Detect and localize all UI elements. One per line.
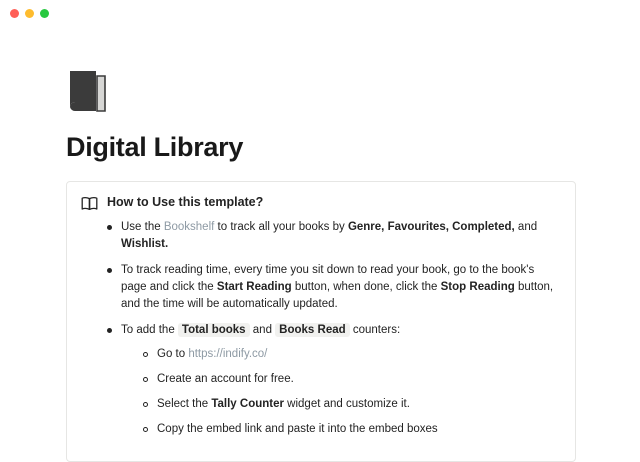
sub-instruction-list (121, 346, 559, 438)
emphasis-text: Start Reading (216, 281, 292, 293)
close-window-button[interactable] (10, 9, 19, 18)
emphasis-text: Genre, Favourites, Completed, (347, 221, 515, 233)
inline-text: widget and customize it. (283, 398, 410, 410)
zoom-window-button[interactable] (40, 9, 49, 18)
instruction-list (81, 219, 559, 438)
inline-text: and (514, 221, 538, 233)
book-icon[interactable] (66, 68, 112, 114)
inline-text: counters: (349, 324, 401, 336)
list-item (107, 219, 559, 253)
inline-text: Use the (121, 221, 164, 233)
inline-chip: Total books (178, 323, 250, 337)
callout-header (81, 194, 559, 212)
title-bar (0, 0, 640, 26)
callout-heading: How to Use this template? (107, 195, 264, 209)
emphasis-text: Tally Counter (211, 398, 284, 410)
inline-text: To track reading time, every time you sit down to read your book, go to the book's page and click the (121, 264, 535, 293)
page-title: Digital Library (66, 132, 244, 162)
sub-list-item (143, 396, 559, 413)
inline-text: Copy the embed link and paste it into the embed boxes (157, 423, 438, 435)
list-item (107, 322, 559, 438)
sub-list-item (143, 371, 559, 388)
inline-text: button, when done, click the (291, 281, 441, 293)
inline-text: Go to (157, 348, 189, 360)
open-book-icon (81, 195, 98, 212)
list-item (107, 262, 559, 313)
inline-text: to track all your books by (214, 221, 348, 233)
window-controls (10, 9, 49, 18)
inline-text: and (249, 324, 276, 336)
emphasis-text: Wishlist. (121, 238, 169, 250)
emphasis-text: Stop Reading (440, 281, 515, 293)
how-to-callout (66, 181, 576, 462)
inline-text: To add the (121, 324, 178, 336)
inline-text: Create an account for free. (157, 373, 294, 385)
page-content (0, 68, 640, 462)
inline-link[interactable]: Bookshelf (163, 221, 215, 233)
sub-list-item (143, 346, 559, 363)
inline-chip: Books Read (275, 323, 349, 337)
inline-link[interactable]: https://indify.co/ (188, 348, 268, 360)
sub-list-item (143, 421, 559, 438)
inline-text: button, and the time will be automatically updated. (121, 281, 554, 310)
inline-text: Select the (157, 398, 212, 410)
minimize-window-button[interactable] (25, 9, 34, 18)
